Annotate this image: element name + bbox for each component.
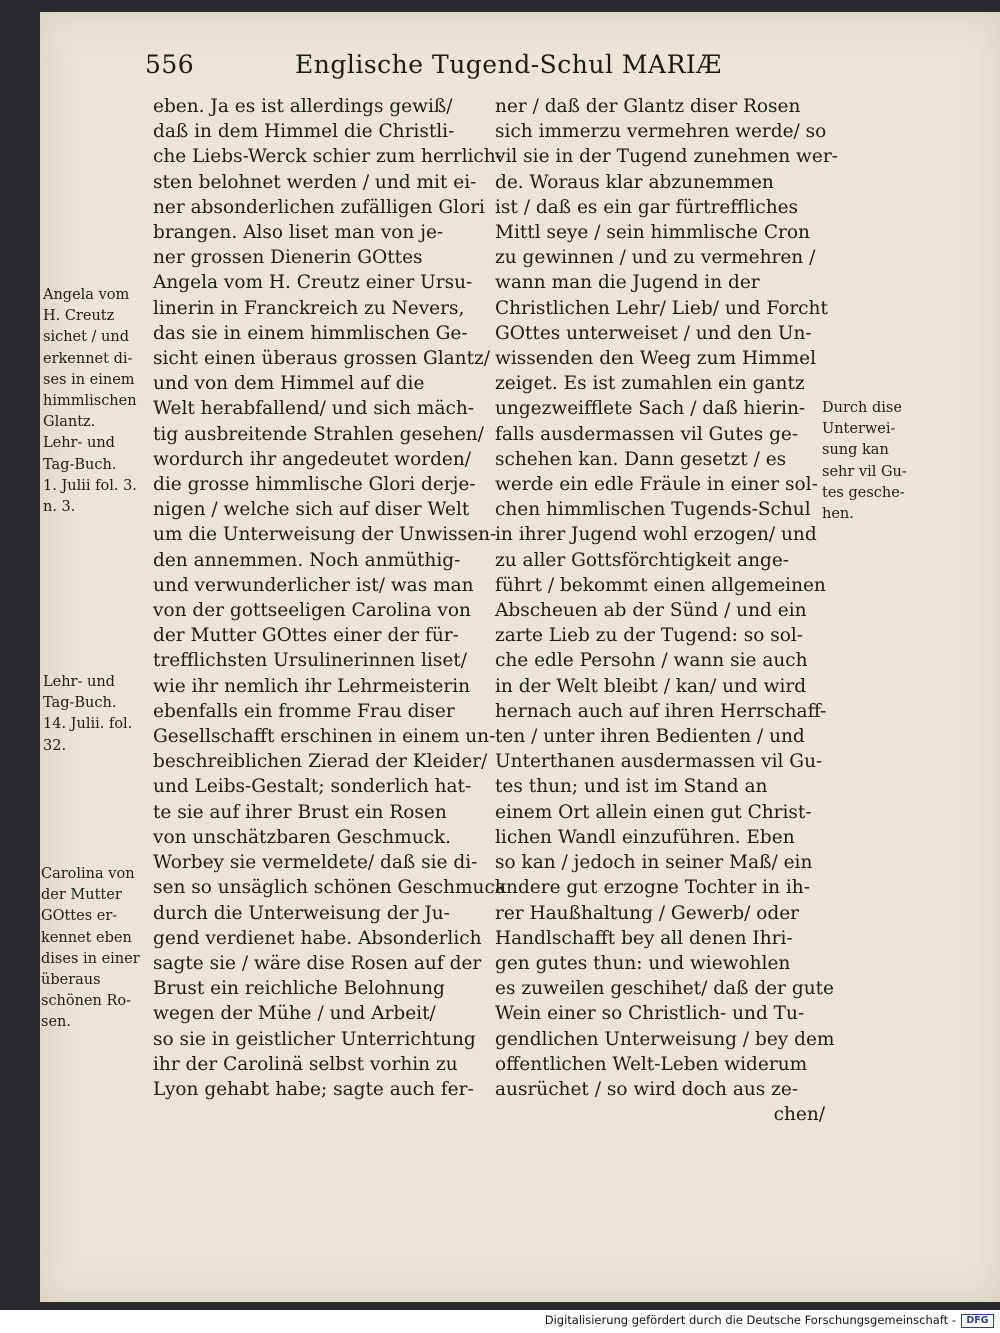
margin-note-line: H. Creutz — [43, 308, 115, 325]
margin-note-line: ses in einem — [43, 371, 135, 388]
text-line: chen himmlischen Tugends-Schul — [495, 499, 811, 521]
margin-note-line: dises in einer — [41, 950, 140, 967]
margin-note-line: überaus — [41, 972, 101, 989]
text-line: einem Ort allein einen gut Christ- — [495, 801, 812, 823]
text-line: so sie in geistlicher Unterrichtung — [153, 1028, 476, 1050]
text-line: sicht einen überaus grossen Glantz/ — [153, 348, 491, 370]
text-line: das sie in einem himmlischen Ge- — [153, 322, 468, 344]
margin-note-line: sichet / und — [43, 329, 130, 346]
text-line: GOttes unterweiset / und den Un- — [495, 322, 812, 344]
margin-note-line: 1. Julii fol. 3. — [43, 477, 137, 494]
text-line: che edle Persohn / wann sie auch — [495, 650, 808, 672]
text-line: che Liebs-Werck schier zum herrlich- — [153, 146, 502, 168]
text-line: Gesellschafft erschinen in einem un- — [153, 726, 496, 748]
margin-note-line: Lehr- und — [43, 674, 115, 690]
margin-note-line: GOttes er- — [41, 908, 118, 925]
margin-note-line: Unterwei- — [822, 421, 896, 438]
text-line: wie ihr nemlich ihr Lehrmeisterin — [153, 675, 471, 697]
text-line: den annemmen. Noch anmüthig- — [153, 549, 461, 571]
text-line: brangen. Also liset man von je- — [153, 222, 444, 244]
text-line: Abscheuen ab der Sünd / und ein — [495, 600, 807, 622]
margin-note-line: Tag-Buch. — [43, 695, 117, 712]
text-line: Welt herabfallend/ und sich mäch- — [153, 398, 475, 420]
text-line: in ihrer Jugend wohl erzogen/ und — [495, 524, 817, 546]
text-line: von unschätzbaren Geschmuck. — [153, 826, 452, 848]
text-line: in der Welt bleibt / kan/ und wird — [495, 675, 807, 697]
text-line: lichen Wandl einzuführen. Eben — [495, 826, 795, 848]
margin-note-line: der Mutter — [41, 887, 122, 904]
margin-note-line: Lehr- und — [43, 435, 115, 452]
dfg-logo: DFG — [961, 1314, 994, 1328]
text-line: ner / daß der Glantz diser Rosen — [495, 96, 801, 117]
text-line: es zuweilen geschihet/ daß der gute — [495, 978, 834, 1000]
text-line: rer Haußhaltung / Gewerb/ oder — [495, 902, 799, 924]
text-line: durch die Unterweisung der Ju- — [153, 902, 450, 924]
text-line: vil sie in der Tugend zunehmen wer- — [495, 146, 838, 168]
text-line: ungezweifflete Sach / daß hierin- — [495, 398, 806, 420]
text-line: die grosse himmlische Glori derje- — [153, 474, 476, 496]
text-line: zeiget. Es ist zumahlen ein gantz — [495, 373, 805, 395]
margin-note-line: n. 3. — [43, 499, 76, 516]
margin-note-line: sehr vil Gu- — [822, 463, 907, 480]
margin-note-line: sung kan — [822, 442, 889, 459]
margin-note-reference — [43, 672, 132, 757]
margin-note-line: 32. — [43, 737, 67, 754]
running-title: Englische Tugend-Schul MARIÆ — [295, 50, 722, 79]
right-text-column — [495, 94, 838, 1127]
text-line: falls ausdermassen vil Gutes ge- — [495, 423, 799, 445]
text-line: gend verdienet habe. Absonderlich — [153, 927, 482, 949]
text-line: trefflichsten Ursulinerinnen liset/ — [153, 650, 467, 672]
text-line: ner absonderlichen zufälligen Glori — [153, 196, 485, 218]
text-line: sten belohnet werden / und mit ei- — [153, 171, 477, 193]
text-line: wann man die Jugend in der — [495, 272, 760, 294]
text-line: daß in dem Himmel die Christli- — [153, 121, 455, 143]
text-line: schehen kan. Dann gesetzt / es — [495, 448, 787, 470]
margin-note-line: Glantz. — [43, 414, 96, 431]
text-line: zarte Lieb zu der Tugend: so sol- — [495, 625, 804, 647]
text-line: so kan / jedoch in seiner Maß/ ein — [495, 852, 813, 874]
text-line: ist / daß es ein gar fürtreffliches — [495, 196, 799, 218]
text-line: Lyon gehabt habe; sagte auch fer- — [153, 1078, 474, 1100]
margin-note-line: erkennet di- — [43, 350, 133, 367]
text-line: beschreiblichen Zierad der Kleider/ — [153, 751, 488, 773]
text-line: hernach auch auf ihren Herrschaff- — [495, 700, 827, 722]
text-line: linerin in Franckreich zu Nevers, — [153, 297, 465, 319]
text-line: sen so unsäglich schönen Geschmuck — [153, 877, 507, 899]
page-header — [145, 50, 905, 90]
margin-note-line: schönen Ro- — [41, 993, 132, 1010]
margin-note-line: hen. — [822, 506, 854, 523]
left-text-column — [153, 94, 507, 1102]
text-line: gendlichen Unterweisung / bey dem — [495, 1028, 835, 1050]
margin-note-line: Angela vom — [43, 287, 130, 303]
text-line: Wein einer so Christlich- und Tu- — [495, 1003, 805, 1025]
text-line: und verwunderlicher ist/ was man — [153, 574, 474, 596]
text-line: Worbey sie vermeldete/ daß sie di- — [153, 852, 478, 874]
text-line: ebenfalls ein fromme Frau diser — [153, 700, 455, 722]
margin-note-carolina — [41, 864, 140, 1034]
margin-note-line: 14. Julii. fol. — [43, 716, 133, 733]
text-line: und Leibs-Gestalt; sonderlich hat- — [153, 776, 472, 798]
text-line: ner grossen Dienerin GOttes — [153, 247, 423, 269]
text-line: de. Woraus klar abzunemmen — [495, 171, 774, 193]
margin-note-line: tes gesche- — [822, 484, 905, 501]
margin-note-line: himmlischen — [43, 393, 137, 410]
margin-note-line: sen. — [41, 1014, 71, 1031]
text-line: wegen der Mühe / und Arbeit/ — [153, 1003, 436, 1025]
text-line: eben. Ja es ist allerdings gewiß/ — [153, 96, 453, 117]
text-line: sagte sie / wäre dise Rosen auf der — [153, 952, 482, 974]
text-line: ausrüchet / so wird doch aus ze- — [495, 1078, 799, 1100]
footer-bar — [0, 1310, 1000, 1333]
text-line: von der gottseeligen Carolina von — [153, 600, 471, 622]
margin-note-angela — [43, 285, 137, 518]
text-line: werde ein edle Fräule in einer sol- — [495, 474, 818, 496]
text-line: andere gut erzogne Tochter in ih- — [495, 877, 810, 899]
text-line: wordurch ihr angedeutet worden/ — [153, 448, 472, 470]
text-line: nigen / welche sich auf diser Welt — [153, 499, 470, 521]
text-line: ihr der Carolinä selbst vorhin zu — [153, 1053, 458, 1075]
text-line: Brust ein reichliche Belohnung — [153, 978, 445, 1000]
margin-note-instruction — [822, 398, 907, 525]
text-line: zu aller Gottsförchtigkeit ange- — [495, 549, 790, 571]
text-line: sich immerzu vermehren werde/ so — [495, 121, 827, 143]
text-line: offentlichen Welt-Leben widerum — [495, 1053, 808, 1075]
text-line: um die Unterweisung der Unwissen- — [153, 524, 497, 546]
text-line: zu gewinnen / und zu vermehren / — [495, 247, 816, 269]
text-line: Unterthanen ausdermassen vil Gu- — [495, 751, 823, 773]
text-line: Angela vom H. Creutz einer Ursu- — [153, 272, 473, 294]
text-line: ten / unter ihren Bedienten / und — [495, 726, 805, 748]
text-line: Christlichen Lehr/ Lieb/ und Forcht — [495, 297, 828, 319]
text-line: te sie auf ihrer Brust ein Rosen — [153, 801, 447, 823]
text-line: Handlschafft bey all denen Ihri- — [495, 927, 793, 949]
catchword: chen/ — [773, 1104, 825, 1126]
margin-note-line: Tag-Buch. — [43, 456, 117, 473]
page-number: 556 — [145, 50, 195, 79]
margin-note-line: Durch dise — [822, 400, 902, 416]
text-line: und von dem Himmel auf die — [153, 373, 425, 395]
text-line: tig ausbreitende Strahlen gesehen/ — [153, 423, 484, 445]
text-line: tes thun; und ist im Stand an — [495, 776, 768, 798]
margin-note-line: kennet eben — [41, 929, 132, 946]
margin-note-line: Carolina von — [41, 866, 135, 882]
text-line: der Mutter GOttes einer der für- — [153, 625, 459, 647]
funding-notice: Digitalisierung gefördert durch die Deutsche Forschungsgemeinschaft - — [544, 1313, 956, 1327]
text-line: Mittl seye / sein himmlische Cron — [495, 222, 810, 244]
text-line: wissenden den Weeg zum Himmel — [495, 348, 816, 370]
text-line: führt / bekommt einen allgemeinen — [495, 574, 826, 596]
text-line: gen gutes thun: und wiewohlen — [495, 952, 791, 974]
